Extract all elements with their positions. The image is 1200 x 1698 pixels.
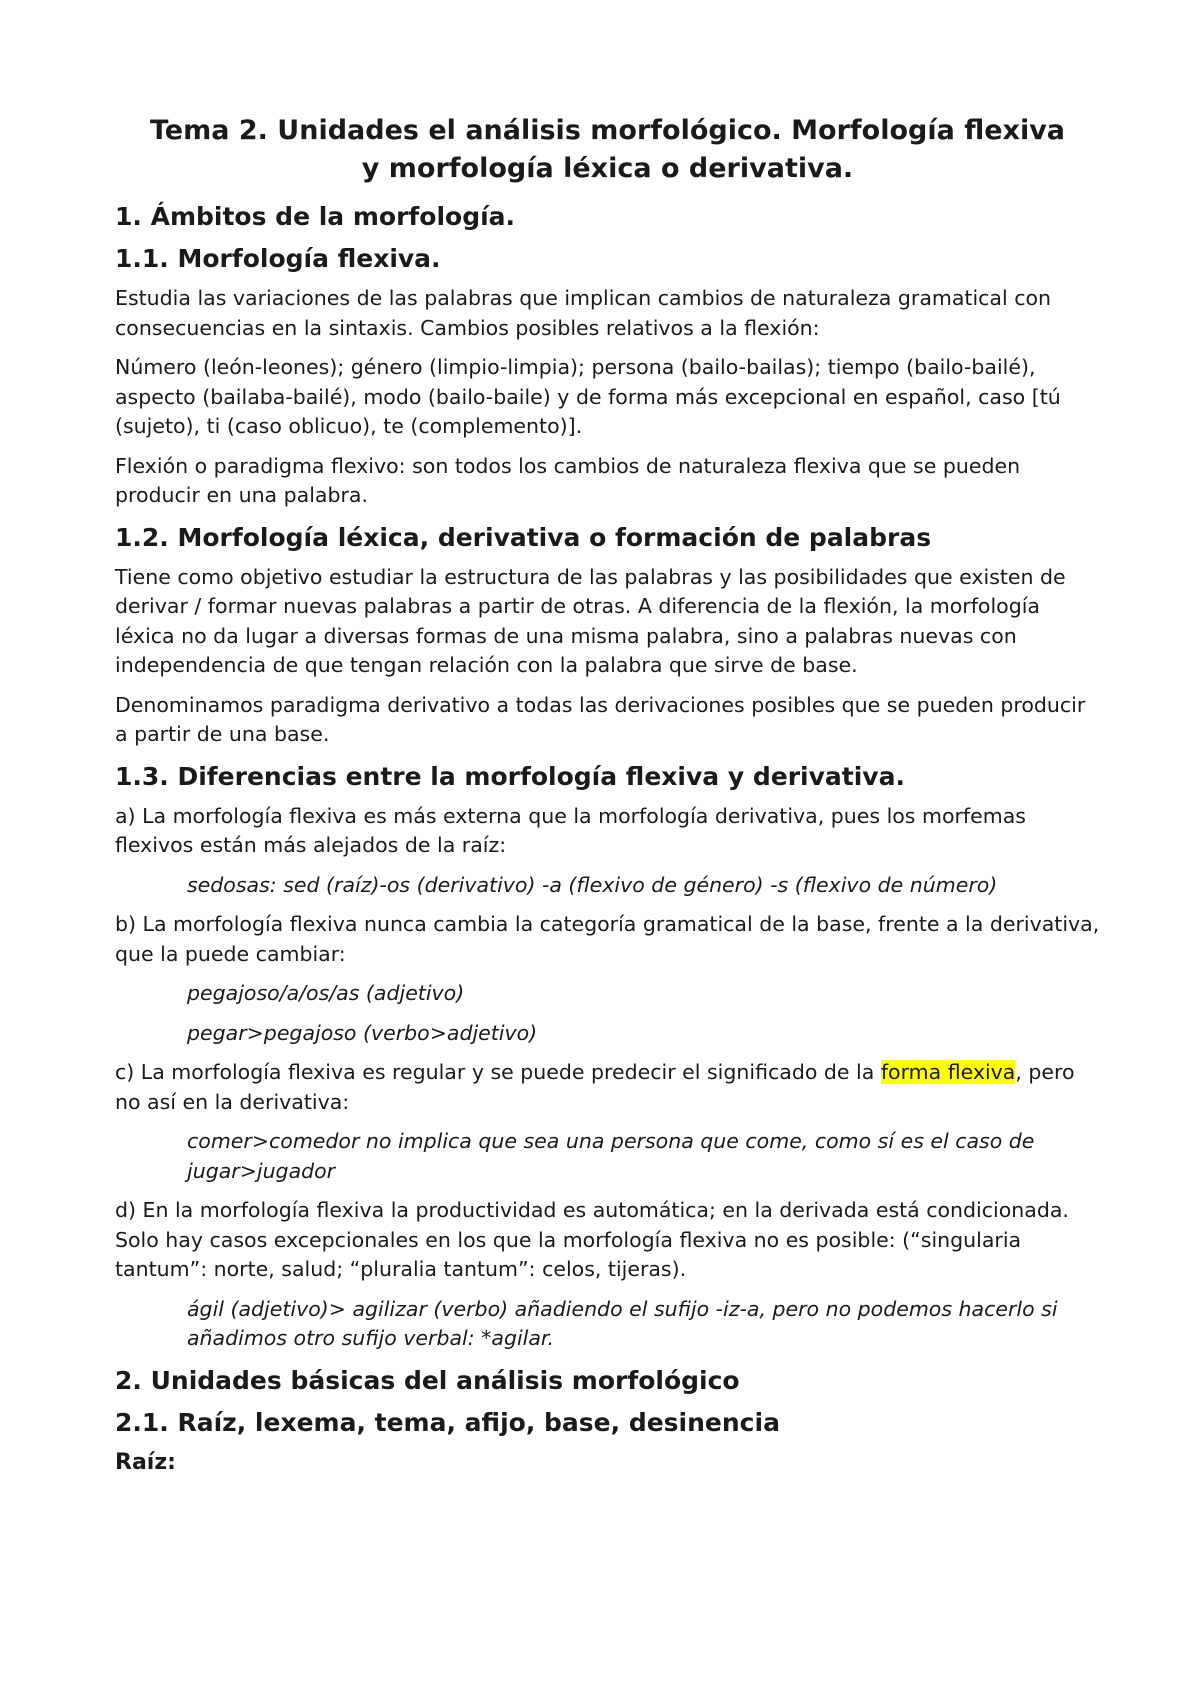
example-d: ágil (adjetivo)> agilizar (verbo) añadiendo el sufijo -iz-a, pero no podemos hacerlo si añadimos otro sufijo verbal: *agilar.	[187, 1296, 1058, 1350]
highlighted-text: forma flexiva	[880, 1060, 1016, 1084]
difference-b: b) La morfología flexiva nunca cambia la categoría gramatical de la base, frente a la derivativa, que la puede cambiar:	[115, 912, 1100, 966]
difference-d: d) En la morfología flexiva la productividad es automática; en la derivada está condicionada. Solo hay casos excepcionales en los que la morfología flexiva no es posible: (“singularia tantum”: norte, salud; “pluralia tantum”: celos, tijeras).	[115, 1198, 1069, 1281]
title-line-1: Tema 2. Unidades el análisis morfológico. Morfología flexiva	[149, 115, 1066, 146]
example-b-2: pegar>pegajoso (verbo>adjetivo)	[187, 1020, 538, 1045]
heading-section-1-1: 1.1. Morfología flexiva.	[115, 244, 441, 273]
heading-section-1-2: 1.2. Morfología léxica, derivativa o formación de palabras	[115, 522, 932, 552]
heading-section-1-3: 1.3. Diferencias entre la morfología flexiva y derivativa.	[115, 761, 905, 791]
title-line-2: y morfología léxica o derivativa.	[361, 153, 854, 184]
paragraph-1-1-a: Estudia las variaciones de las palabras que implican cambios de naturaleza gramatical con consecuencias en la sintaxis. Cambios posibles relativos a la flexión:	[115, 286, 1052, 340]
paragraph-1-1-b: Número (león-leones); género (limpio-limpia); persona (bailo-bailas); tiempo (bailo-bailé), aspecto (bailaba-bailé), modo (bailo-baile) y de forma más excepcional en español, caso [tú (sujeto), ti (caso oblicuo), te (complemento)].	[115, 355, 1061, 438]
heading-section-1: 1. Ámbitos de la morfología.	[115, 202, 516, 231]
example-a: sedosas: sed (raíz)-os (derivativo) -a (flexivo de género) -s (flexivo de número)	[187, 872, 998, 897]
example-c: comer>comedor no implica que sea una persona que come, como sí es el caso de jugar>jugador	[187, 1129, 1035, 1183]
paragraph-1-2-a: Tiene como objetivo estudiar la estructura de las palabras y las posibilidades que existen de derivar / formar nuevas palabras a partir de otras. A diferencia de la flexión, la morfología léxica no da lugar a diversas formas de una misma palabra, sino a palabras nuevas con independencia de que tengan relación con la palabra que sirve de base.	[115, 564, 1066, 677]
document-title	[115, 112, 1100, 188]
difference-c-text-before: c) La morfología flexiva es regular y se puede predecir el significado de la	[115, 1060, 881, 1084]
difference-c	[115, 1058, 1100, 1117]
raiz-label: Raíz:	[115, 1449, 176, 1475]
paragraph-1-2-b: Denominamos paradigma derivativo a todas las derivaciones posibles que se pueden producir a partir de una base.	[115, 692, 1086, 746]
paragraph-1-1-c: Flexión o paradigma flexivo: son todos los cambios de naturaleza flexiva que se pueden producir en una palabra.	[115, 453, 1021, 507]
difference-c-text-after: , pero no así en la derivativa:	[115, 1060, 1075, 1114]
heading-section-2-1: 2.1. Raíz, lexema, tema, afijo, base, desinencia	[115, 1407, 780, 1437]
document-page	[115, 112, 1100, 1478]
example-b-1: pegajoso/a/os/as (adjetivo)	[187, 981, 465, 1005]
heading-section-2: 2. Unidades básicas del análisis morfológico	[115, 1365, 740, 1395]
difference-a: a) La morfología flexiva es más externa que la morfología derivativa, pues los morfemas flexivos están más alejados de la raíz:	[115, 803, 1026, 857]
